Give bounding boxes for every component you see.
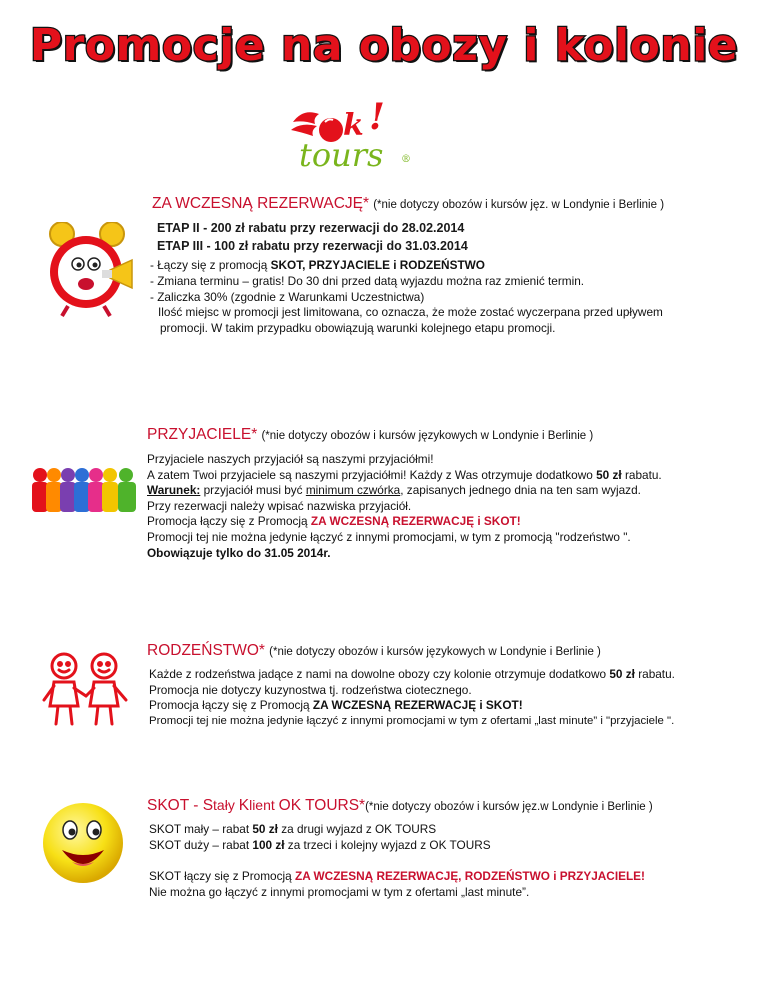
section-heading-siblings [147,642,601,661]
text: SKOT mały – rabat [149,822,253,836]
logo-exclamation: ! [369,96,385,138]
etap-3-line: ETAP III - 100 zł rabatu przy rezerwacji do 31.03.2014 [157,239,468,253]
section-heading-early-booking [152,195,664,214]
sec2-line-1: Przyjaciele naszych przyjaciół są naszymi przyjaciółmi! [147,452,434,466]
logo-registered: ® [401,154,411,165]
sec3-line-4: Promocji tej nie można jedynie łączyć z innymi promocjami w tym z ofertami „last minute” i "przyjaciele ". [149,715,675,727]
text-bold-underline: Warunek: [147,483,201,497]
text: A zatem Twoi przyjaciele są naszymi przyjaciółmi! Każdy z Was otrzymuje dodatkowo [147,468,597,482]
sec2-line-3 [147,483,641,499]
sec1-line-3: - Zaliczka 30% (zgodnie z Warunkami Uczestnictwa) [150,290,425,304]
text-bold: ZA WCZESNĄ REZERWACJĘ i SKOT! [312,698,523,712]
logo-tours: tours [299,136,384,174]
text: SKOT łączy się z Promocją [149,869,295,883]
section-heading-friends [147,426,593,445]
text-bold: 50 zł [609,667,635,681]
heading-note: (*nie dotyczy obozów i kursów językowych w Londynie i Berlinie ) [261,430,594,442]
text-bold: 50 zł [252,822,278,836]
sec2-line-7: Obowiązuje tylko do 31.05 2014r. [147,546,331,560]
section-heading-skot [147,796,653,816]
text: za drugi wyjazd z OK TOURS [277,822,437,836]
siblings-drawing-icon [40,650,130,730]
sec4-line-4: Nie można go łączyć z innymi promocjami w tym z ofertami „last minute”. [149,885,530,899]
sec3-line-3 [149,698,523,714]
text: , zapisanych jednego dnia na ten sam wyjazd. [400,483,641,497]
sec1-line-2: - Zmiana terminu – gratis! Do 30 dni przed datą wyjazdu można raz zmienić termin. [150,274,585,288]
sec4-line-1 [149,822,436,838]
friends-figures-icon [30,465,140,515]
sec2-line-6: Promocji tej nie można jedynie łączyć z innymi promocjami, w tym z promocją "rodzeństwo ". [147,530,631,544]
heading-skot-part: lient [249,797,279,813]
heading-skot-part: OURS* [314,797,366,814]
smiley-face-icon [40,800,126,886]
alarm-clock-icon [40,222,140,320]
sec1-line-5: promocji. W takim przypadku obowiązują warunki kolejnego etapu promocji. [160,321,556,335]
sec3-line-1 [149,667,675,683]
text: SKOT duży – rabat [149,838,253,852]
text: rabatu. [634,667,675,681]
heading-text: ZA WCZESNĄ REZERWACJĘ* [152,195,370,212]
heading-note: (*nie dotyczy obozów i kursów jęz.w Londynie i Berlinie ) [365,801,653,813]
heading-skot-part: SKOT - S [147,797,214,814]
sec1-line-4: Ilość miejsc w promocji jest limitowana, co oznacza, że może zostać wyczerpana przed upływem [158,305,663,319]
heading-note: (*nie dotyczy obozów i kursów jęz. w Londynie i Berlinie ) [373,199,665,211]
text: przyjaciół musi być [200,483,306,497]
heading-skot-part: tały [213,797,239,813]
heading-text: PRZYJACIELE* [147,426,258,443]
sec2-line-2 [147,468,662,484]
sec2-line-4: Przy rezerwacji należy wpisać nazwiska przyjaciół. [147,499,412,513]
text-bold-red: ZA WCZESNĄ REZERWACJĘ, RODZEŃSTWO i PRZYJACIELE! [294,869,645,883]
text: Promocja łączy się z Promocją [147,514,311,528]
page-title: Promocje na obozy i kolonie [29,20,739,71]
sec2-line-5 [147,514,521,530]
text-bold: 100 zł [252,838,285,852]
text: - Łączy się z promocją [150,258,271,272]
heading-text: RODZEŃSTWO* [147,642,265,659]
text-bold-red: ZA WCZESNĄ REZERWACJĘ i SKOT! [310,514,521,528]
heading-note: (*nie dotyczy obozów i kursów językowych w Londynie i Berlinie ) [269,646,601,658]
sec4-line-3 [149,869,645,885]
text: Promocja łączy się z Promocją [149,698,313,712]
etap-2-line: ETAP II - 200 zł rabatu przy rezerwacji do 28.02.2014 [157,221,465,235]
heading-skot-part: OK T [278,797,315,814]
ok-tours-logo [285,96,415,175]
sec1-line-1 [150,258,485,274]
sec3-line-2: Promocja nie dotyczy kuzynostwa tj. rodzeństwa ciotecznego. [149,683,472,697]
sec4-line-2 [149,838,491,854]
heading-skot-part: K [238,797,250,814]
logo-k: k [343,108,364,143]
text-bold: 50 zł [596,468,622,482]
text-underline: minimum czwórka [305,483,401,497]
text-bold: SKOT, PRZYJACIELE i RODZEŃSTWO [270,258,485,272]
text: Każde z rodzeństwa jadące z nami na dowolne obozy czy kolonie otrzymuje dodatkowo [149,667,610,681]
text: za trzeci i kolejny wyjazd z OK TOURS [284,838,491,852]
text: rabatu. [621,468,662,482]
